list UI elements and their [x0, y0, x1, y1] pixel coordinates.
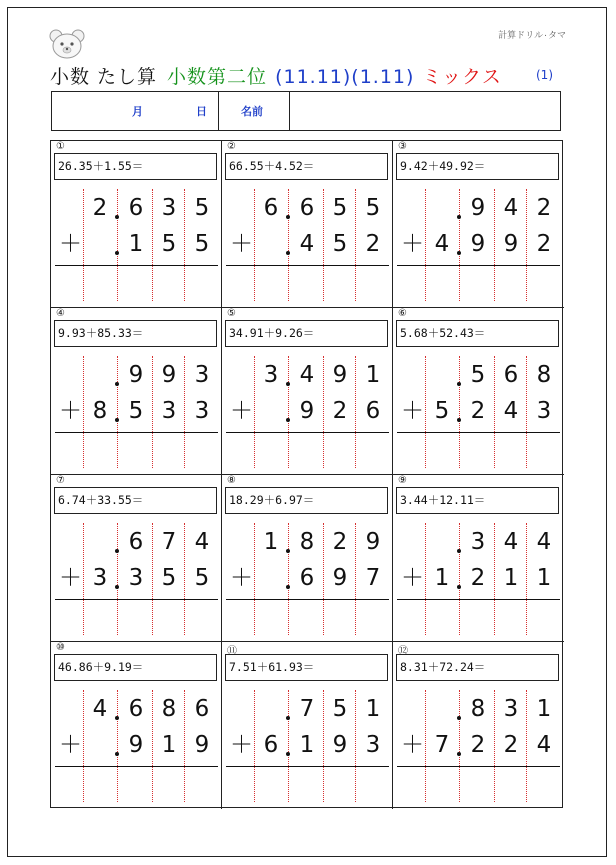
bottom-digit: 5	[434, 398, 450, 424]
bottom-digit: 4	[503, 398, 519, 424]
problem-grid	[50, 140, 563, 808]
problem-cell	[393, 308, 564, 475]
top-digit: 3	[194, 362, 210, 388]
column-guide	[459, 523, 460, 635]
column-guide	[83, 356, 84, 468]
bottom-digit: 1	[503, 565, 519, 591]
column-guide	[288, 189, 289, 301]
top-digit: 2	[92, 195, 108, 221]
sum-line	[226, 265, 389, 266]
column-guide	[425, 523, 426, 635]
plus-sign: ＋	[401, 231, 424, 257]
bottom-digit: 3	[92, 565, 108, 591]
bottom-digit: 4	[536, 732, 552, 758]
top-digit: 4	[92, 696, 108, 722]
top-digit: 4	[503, 529, 519, 555]
top-digit: 9	[161, 362, 177, 388]
top-digit: 8	[536, 362, 552, 388]
top-digit: 6	[128, 195, 144, 221]
top-digit: 1	[536, 696, 552, 722]
bottom-digit: 2	[503, 732, 519, 758]
top-digit: 6	[299, 195, 315, 221]
problem-cell	[222, 308, 393, 475]
bottom-digit: 5	[161, 231, 177, 257]
day-label: 日	[196, 105, 207, 118]
decimal-point	[286, 382, 290, 386]
column-guide	[323, 690, 324, 802]
sum-line	[397, 599, 560, 600]
top-digit: 8	[470, 696, 486, 722]
top-digit: 3	[161, 195, 177, 221]
plus-sign: ＋	[230, 732, 253, 758]
plus-sign: ＋	[230, 565, 253, 591]
column-guide	[425, 690, 426, 802]
problem-expression: 5.68＋52.43＝	[396, 320, 559, 347]
top-digit: 6	[263, 195, 279, 221]
column-guide	[355, 356, 356, 468]
top-digit: 1	[263, 529, 279, 555]
sum-line	[55, 432, 218, 433]
top-digit: 6	[128, 529, 144, 555]
decimal-point	[115, 549, 119, 553]
top-digit: 3	[503, 696, 519, 722]
column-guide	[152, 356, 153, 468]
top-digit: 5	[194, 195, 210, 221]
decimal-point	[457, 215, 461, 219]
column-guide	[355, 690, 356, 802]
top-digit: 9	[365, 529, 381, 555]
plus-sign: ＋	[230, 398, 253, 424]
column-guide	[323, 189, 324, 301]
top-digit: 6	[194, 696, 210, 722]
column-guide	[184, 523, 185, 635]
problem-number: ⑧	[227, 475, 236, 486]
bottom-digit: 7	[365, 565, 381, 591]
column-guide	[459, 690, 460, 802]
decimal-point	[286, 418, 290, 422]
column-guide	[184, 356, 185, 468]
top-digit: 8	[161, 696, 177, 722]
name-label: 名前	[241, 105, 263, 118]
bottom-digit: 9	[332, 732, 348, 758]
sum-line	[226, 599, 389, 600]
bottom-digit: 3	[536, 398, 552, 424]
bottom-digit: 2	[470, 565, 486, 591]
column-guide	[117, 690, 118, 802]
plus-sign: ＋	[59, 231, 82, 257]
column-guide	[254, 523, 255, 635]
name-date-box	[51, 91, 561, 131]
bottom-digit: 9	[503, 231, 519, 257]
sum-line	[397, 265, 560, 266]
problem-number: ⑪	[227, 646, 237, 657]
problem-number: ④	[56, 308, 65, 319]
bottom-digit: 2	[470, 398, 486, 424]
top-digit: 9	[470, 195, 486, 221]
plus-sign: ＋	[401, 732, 424, 758]
column-guide	[152, 690, 153, 802]
column-guide	[526, 523, 527, 635]
top-digit: 5	[470, 362, 486, 388]
title-part-addition: 小数 たし算	[50, 66, 158, 88]
problem-expression: 9.42＋49.92＝	[396, 153, 559, 180]
problem-expression: 6.74＋33.55＝	[54, 487, 217, 514]
decimal-point	[457, 752, 461, 756]
bottom-digit: 1	[128, 231, 144, 257]
problem-number: ⑨	[398, 475, 407, 486]
top-digit: 7	[299, 696, 315, 722]
bottom-digit: 3	[128, 565, 144, 591]
sum-line	[397, 766, 560, 767]
problem-cell	[222, 642, 393, 809]
plus-sign: ＋	[59, 565, 82, 591]
bottom-digit: 2	[332, 398, 348, 424]
column-guide	[288, 356, 289, 468]
top-digit: 3	[470, 529, 486, 555]
column-guide	[288, 690, 289, 802]
problem-expression: 66.55＋4.52＝	[225, 153, 388, 180]
bottom-digit: 9	[194, 732, 210, 758]
column-guide	[83, 523, 84, 635]
column-guide	[526, 356, 527, 468]
bottom-digit: 1	[299, 732, 315, 758]
title-part-pattern: (11.11)(1.11)	[275, 66, 415, 88]
column-guide	[254, 690, 255, 802]
decimal-point	[115, 716, 119, 720]
column-guide	[494, 523, 495, 635]
sum-line	[55, 599, 218, 600]
bottom-digit: 1	[536, 565, 552, 591]
problem-cell	[51, 308, 222, 475]
bottom-digit: 9	[470, 231, 486, 257]
plus-sign: ＋	[59, 732, 82, 758]
decimal-point	[457, 549, 461, 553]
column-guide	[117, 189, 118, 301]
bottom-digit: 9	[332, 565, 348, 591]
bottom-digit: 5	[161, 565, 177, 591]
top-digit: 1	[365, 362, 381, 388]
decimal-point	[286, 752, 290, 756]
bottom-digit: 2	[470, 732, 486, 758]
problem-expression: 46.86＋9.19＝	[54, 654, 217, 681]
column-guide	[425, 356, 426, 468]
top-digit: 1	[365, 696, 381, 722]
problem-number: ⑫	[398, 646, 408, 657]
top-digit: 5	[365, 195, 381, 221]
top-digit: 5	[332, 195, 348, 221]
column-guide	[459, 189, 460, 301]
decimal-point	[457, 585, 461, 589]
top-digit: 6	[128, 696, 144, 722]
problem-cell	[51, 141, 222, 308]
column-guide	[425, 189, 426, 301]
column-guide	[323, 356, 324, 468]
top-digit: 7	[161, 529, 177, 555]
sheet-number: (1)	[536, 68, 553, 82]
plus-sign: ＋	[401, 565, 424, 591]
decimal-point	[457, 418, 461, 422]
column-guide	[323, 523, 324, 635]
bottom-digit: 5	[194, 231, 210, 257]
column-guide	[152, 523, 153, 635]
column-guide	[459, 356, 460, 468]
problem-number: ①	[56, 141, 65, 152]
bottom-digit: 9	[128, 732, 144, 758]
bottom-digit: 9	[299, 398, 315, 424]
decimal-point	[457, 716, 461, 720]
column-guide	[83, 189, 84, 301]
title-part-mix: ミックス	[422, 66, 502, 88]
sum-line	[397, 432, 560, 433]
column-guide	[117, 356, 118, 468]
column-guide	[152, 189, 153, 301]
decimal-point	[115, 585, 119, 589]
column-guide	[494, 690, 495, 802]
decimal-point	[457, 251, 461, 255]
problem-expression: 26.35＋1.55＝	[54, 153, 217, 180]
problem-cell	[393, 475, 564, 642]
bottom-digit: 1	[161, 732, 177, 758]
column-guide	[184, 690, 185, 802]
plus-sign: ＋	[230, 231, 253, 257]
top-digit: 5	[332, 696, 348, 722]
problem-cell	[51, 475, 222, 642]
decimal-point	[286, 549, 290, 553]
decimal-point	[115, 382, 119, 386]
problem-expression: 3.44＋12.11＝	[396, 487, 559, 514]
decimal-point	[457, 382, 461, 386]
month-label: 月	[132, 105, 143, 118]
bottom-digit: 3	[194, 398, 210, 424]
column-guide	[288, 523, 289, 635]
problem-number: ⑤	[227, 308, 236, 319]
problem-expression: 9.93＋85.33＝	[54, 320, 217, 347]
brand-label: 計算ドリル۰タマ	[498, 31, 566, 41]
top-digit: 8	[299, 529, 315, 555]
problem-expression: 7.51＋61.93＝	[225, 654, 388, 681]
problem-cell	[51, 642, 222, 809]
plus-sign: ＋	[59, 398, 82, 424]
column-guide	[117, 523, 118, 635]
column-guide	[184, 189, 185, 301]
problem-number: ⑦	[56, 475, 65, 486]
bottom-digit: 5	[194, 565, 210, 591]
date-field[interactable]	[52, 92, 219, 130]
column-guide	[494, 189, 495, 301]
column-guide	[254, 189, 255, 301]
worksheet-title	[50, 62, 502, 89]
bottom-digit: 2	[365, 231, 381, 257]
column-guide	[494, 356, 495, 468]
decimal-point	[115, 215, 119, 219]
bottom-digit: 5	[128, 398, 144, 424]
name-field[interactable]	[290, 92, 560, 130]
sum-line	[226, 432, 389, 433]
top-digit: 2	[332, 529, 348, 555]
problem-number: ⑥	[398, 308, 407, 319]
problem-number: ③	[398, 141, 407, 152]
column-guide	[526, 189, 527, 301]
bottom-digit: 4	[299, 231, 315, 257]
decimal-point	[115, 251, 119, 255]
column-guide	[355, 189, 356, 301]
bottom-digit: 4	[434, 231, 450, 257]
column-guide	[355, 523, 356, 635]
bear-mascot-icon	[48, 28, 86, 60]
top-digit: 9	[128, 362, 144, 388]
title-part-decimal-place: 小数第二位	[167, 66, 268, 88]
problem-cell	[222, 475, 393, 642]
decimal-point	[286, 215, 290, 219]
column-guide	[83, 690, 84, 802]
problem-number: ②	[227, 141, 236, 152]
sum-line	[55, 766, 218, 767]
top-digit: 4	[536, 529, 552, 555]
top-digit: 4	[194, 529, 210, 555]
top-digit: 6	[503, 362, 519, 388]
bottom-digit: 6	[299, 565, 315, 591]
bottom-digit: 6	[263, 732, 279, 758]
bottom-digit: 5	[332, 231, 348, 257]
decimal-point	[286, 585, 290, 589]
bottom-digit: 7	[434, 732, 450, 758]
name-label-cell	[219, 92, 290, 130]
decimal-point	[115, 752, 119, 756]
problem-expression: 8.31＋72.24＝	[396, 654, 559, 681]
problem-number: ⑩	[56, 642, 65, 653]
column-guide	[526, 690, 527, 802]
bottom-digit: 6	[365, 398, 381, 424]
sum-line	[55, 265, 218, 266]
bottom-digit: 2	[536, 231, 552, 257]
problem-expression: 34.91＋9.26＝	[225, 320, 388, 347]
top-digit: 4	[503, 195, 519, 221]
decimal-point	[286, 251, 290, 255]
problem-cell	[393, 642, 564, 809]
problem-expression: 18.29＋6.97＝	[225, 487, 388, 514]
top-digit: 3	[263, 362, 279, 388]
problem-cell	[222, 141, 393, 308]
column-guide	[254, 356, 255, 468]
bottom-digit: 8	[92, 398, 108, 424]
problem-cell	[393, 141, 564, 308]
sum-line	[226, 766, 389, 767]
top-digit: 9	[332, 362, 348, 388]
decimal-point	[286, 716, 290, 720]
decimal-point	[115, 418, 119, 422]
top-digit: 2	[536, 195, 552, 221]
bottom-digit: 3	[161, 398, 177, 424]
plus-sign: ＋	[401, 398, 424, 424]
bottom-digit: 1	[434, 565, 450, 591]
bottom-digit: 3	[365, 732, 381, 758]
top-digit: 4	[299, 362, 315, 388]
